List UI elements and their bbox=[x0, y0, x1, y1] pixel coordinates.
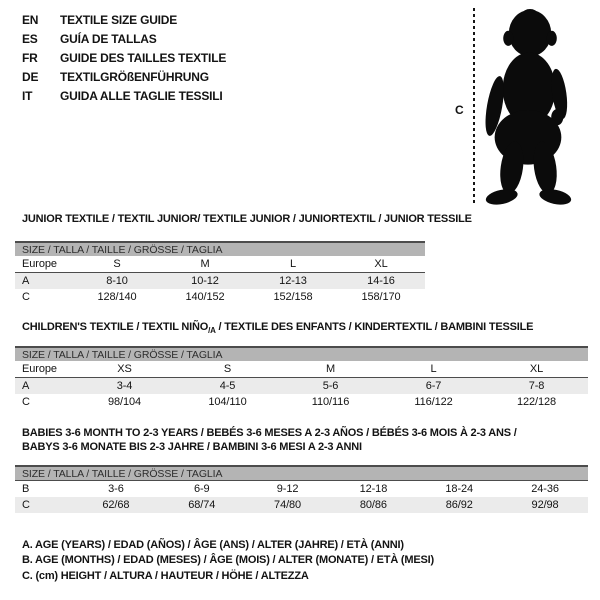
section-title-children bbox=[22, 321, 533, 335]
size-cell: 18-24 bbox=[445, 483, 474, 495]
language-row bbox=[22, 10, 442, 29]
size-cell: 68/74 bbox=[159, 497, 245, 513]
footnote-height-cm: C. (cm) HEIGHT / ALTURA / HAUTEUR / HÖHE / ALTEZZA bbox=[22, 569, 309, 582]
size-cell: 12-13 bbox=[249, 273, 337, 290]
language-row bbox=[22, 86, 442, 105]
size-cell: 128/140 bbox=[97, 291, 137, 303]
size-cell: 6-7 bbox=[382, 378, 485, 395]
size-cell: 116/122 bbox=[414, 396, 453, 408]
size-cell: 10-12 bbox=[161, 273, 249, 290]
size-cell: 92/98 bbox=[502, 497, 588, 513]
row-label: A bbox=[15, 273, 73, 290]
size-cell: L bbox=[249, 256, 337, 273]
size-cell: 7-8 bbox=[485, 378, 588, 395]
size-table-babies bbox=[15, 465, 588, 513]
table-row-height bbox=[15, 394, 588, 410]
language-code: IT bbox=[22, 88, 33, 103]
section-title-children-sub: /A bbox=[208, 326, 216, 336]
row-label: Europe bbox=[15, 361, 73, 378]
size-header-label: SIZE / TALLA / TAILLE / GRÖSSE / TAGLIA bbox=[15, 347, 588, 361]
size-cell: 3-6 bbox=[108, 483, 124, 495]
footnote-legend bbox=[22, 538, 434, 584]
size-cell: 110/116 bbox=[311, 396, 350, 408]
table-row-europe bbox=[15, 361, 588, 378]
size-cell: M bbox=[279, 361, 382, 378]
language-guide-title: TEXTILGRÖßENFÜHRUNG bbox=[60, 69, 209, 84]
baby-silhouette bbox=[483, 8, 575, 206]
table-row-height bbox=[15, 497, 588, 513]
language-code: ES bbox=[22, 31, 38, 46]
height-dimension-line bbox=[473, 8, 475, 206]
row-label: C bbox=[22, 291, 30, 303]
size-cell: L bbox=[382, 361, 485, 378]
table-row-height bbox=[15, 289, 425, 305]
size-cell: 12-18 bbox=[359, 483, 388, 495]
row-label: C bbox=[22, 396, 30, 408]
row-label: A bbox=[15, 378, 73, 395]
language-code: EN bbox=[22, 12, 39, 27]
size-header-label: SIZE / TALLA / TAILLE / GRÖSSE / TAGLIA bbox=[15, 242, 425, 256]
size-header-label: SIZE / TALLA / TAILLE / GRÖSSE / TAGLIA bbox=[15, 466, 588, 481]
language-code: FR bbox=[22, 50, 38, 65]
size-header-band bbox=[15, 347, 588, 361]
footnote-age-years: A. AGE (YEARS) / EDAD (AÑOS) / ÂGE (ANS) / ALTER (JAHRE) / ETÀ (ANNI) bbox=[22, 539, 404, 551]
size-cell: 3-4 bbox=[73, 378, 176, 395]
height-dimension-label: C bbox=[455, 103, 464, 117]
table-row-age-months bbox=[15, 481, 588, 498]
section-title-children-suffix: / TEXTILE DES ENFANTS / KINDERTEXTIL / BAMBINI TESSILE bbox=[215, 321, 534, 333]
language-code: DE bbox=[22, 69, 39, 84]
section-title-junior: JUNIOR TEXTILE / TEXTIL JUNIOR/ TEXTILE JUNIOR / JUNIORTEXTIL / JUNIOR TESSILE bbox=[22, 213, 472, 225]
language-guide-title: GUÍA DE TALLAS bbox=[60, 31, 157, 46]
size-cell: 62/68 bbox=[73, 497, 159, 513]
size-cell: XL bbox=[337, 256, 425, 273]
table-row-age bbox=[15, 378, 588, 395]
language-row bbox=[22, 29, 442, 48]
table-row-europe bbox=[15, 256, 425, 273]
size-cell: M bbox=[161, 256, 249, 273]
size-cell: 8-10 bbox=[73, 273, 161, 290]
language-guide-title: GUIDE DES TAILLES TEXTILE bbox=[60, 50, 227, 65]
size-cell: 152/158 bbox=[273, 291, 313, 303]
size-cell: XL bbox=[485, 361, 588, 378]
section-title-babies bbox=[22, 426, 517, 454]
row-label: B bbox=[22, 483, 30, 495]
size-table-children bbox=[15, 346, 588, 410]
table-row-age bbox=[15, 273, 425, 290]
language-guide-title: GUIDA ALLE TAGLIE TESSILI bbox=[60, 88, 223, 103]
section-title-children-prefix: CHILDREN'S TEXTILE / TEXTIL NIÑO bbox=[22, 321, 209, 333]
row-label: Europe bbox=[15, 256, 73, 273]
size-cell: 122/128 bbox=[516, 396, 557, 408]
size-cell: 5-6 bbox=[279, 378, 382, 395]
size-cell: 80/86 bbox=[330, 497, 416, 513]
language-guide-title: TEXTILE SIZE GUIDE bbox=[60, 12, 178, 27]
size-cell: 24-36 bbox=[531, 483, 559, 495]
size-cell: 98/104 bbox=[107, 396, 142, 408]
language-row bbox=[22, 67, 442, 86]
footnote-age-months: B. AGE (MONTHS) / EDAD (MESES) / ÂGE (MOIS) / ALTER (MONATE) / ETÀ (MESI) bbox=[22, 554, 434, 567]
language-row bbox=[22, 48, 442, 67]
size-cell: 14-16 bbox=[337, 273, 425, 290]
language-title-list bbox=[22, 10, 442, 105]
size-cell: 6-9 bbox=[193, 483, 210, 495]
size-cell: 74/80 bbox=[245, 497, 331, 513]
size-header-band bbox=[15, 242, 425, 256]
row-label: C bbox=[15, 497, 73, 513]
size-header-band bbox=[15, 466, 588, 481]
size-cell: S bbox=[176, 361, 279, 378]
size-cell: S bbox=[73, 256, 161, 273]
size-table-junior bbox=[15, 241, 425, 305]
size-cell: 140/152 bbox=[185, 291, 225, 303]
size-cell: 158/170 bbox=[361, 291, 401, 303]
size-cell: 104/110 bbox=[208, 396, 247, 408]
size-cell: 9-12 bbox=[276, 483, 299, 495]
size-cell: XS bbox=[73, 361, 176, 378]
size-cell: 4-5 bbox=[176, 378, 279, 395]
section-title-babies-line1: BABIES 3-6 MONTH TO 2-3 YEARS / BEBÉS 3-6 MESES A 2-3 AÑOS / BÉBÉS 3-6 MOIS À 2-3 ANS / bbox=[22, 427, 517, 439]
size-cell: 86/92 bbox=[416, 497, 502, 513]
section-title-babies-line2: BABYS 3-6 MONATE BIS 2-3 JAHRE / BAMBINI 3-6 MESI A 2-3 ANNI bbox=[22, 441, 362, 453]
